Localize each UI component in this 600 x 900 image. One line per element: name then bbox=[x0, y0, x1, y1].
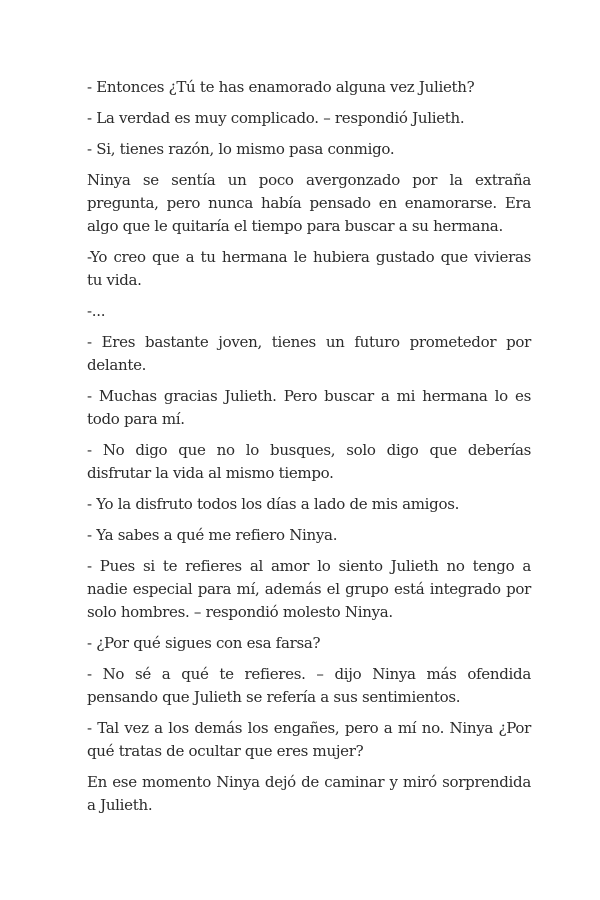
dialogue-line: -Yo creo que a tu hermana le hubiera gustado que vivieras tu vida. bbox=[87, 248, 531, 289]
dialogue-line: - Ya sabes a qué me refiero Ninya. bbox=[87, 526, 338, 544]
dialogue-line: - Tal vez a los demás los engañes, pero a mí no. Ninya ¿Por qué tratas de ocultar que eres mujer? bbox=[87, 719, 531, 760]
narration-paragraph: Ninya se sentía un poco avergonzado por la extraña pregunta, pero nunca había pensado en enamorarse. Era algo que le quitaría el tiempo para buscar a su hermana. bbox=[87, 171, 531, 235]
dialogue-line: - Eres bastante joven, tienes un futuro prometedor por delante. bbox=[87, 333, 531, 374]
dialogue-line: - No sé a qué te refieres. – dijo Ninya más ofendida pensando que Julieth se refería a sus sentimientos. bbox=[87, 665, 531, 706]
dialogue-line: - Yo la disfruto todos los días a lado de mis amigos. bbox=[87, 495, 460, 513]
dialogue-line: -... bbox=[87, 302, 106, 320]
dialogue-line: - La verdad es muy complicado. – respondió Julieth. bbox=[87, 109, 465, 127]
book-page bbox=[87, 76, 531, 825]
dialogue-line: - Pues si te refieres al amor lo siento Julieth no tengo a nadie especial para mí, además el grupo está integrado por solo hombres. – respondió molesto Ninya. bbox=[87, 557, 531, 621]
dialogue-line: - Muchas gracias Julieth. Pero buscar a mi hermana lo es todo para mí. bbox=[87, 387, 531, 428]
dialogue-line: - ¿Por qué sigues con esa farsa? bbox=[87, 634, 321, 652]
dialogue-line: - No digo que no lo busques, solo digo que deberías disfrutar la vida al mismo tiempo. bbox=[87, 441, 531, 482]
dialogue-line: - Si, tienes razón, lo mismo pasa conmigo. bbox=[87, 140, 395, 158]
narration-paragraph: En ese momento Ninya dejó de caminar y miró sorprendida a Julieth. bbox=[87, 773, 531, 814]
dialogue-line: - Entonces ¿Tú te has enamorado alguna vez Julieth? bbox=[87, 78, 475, 96]
